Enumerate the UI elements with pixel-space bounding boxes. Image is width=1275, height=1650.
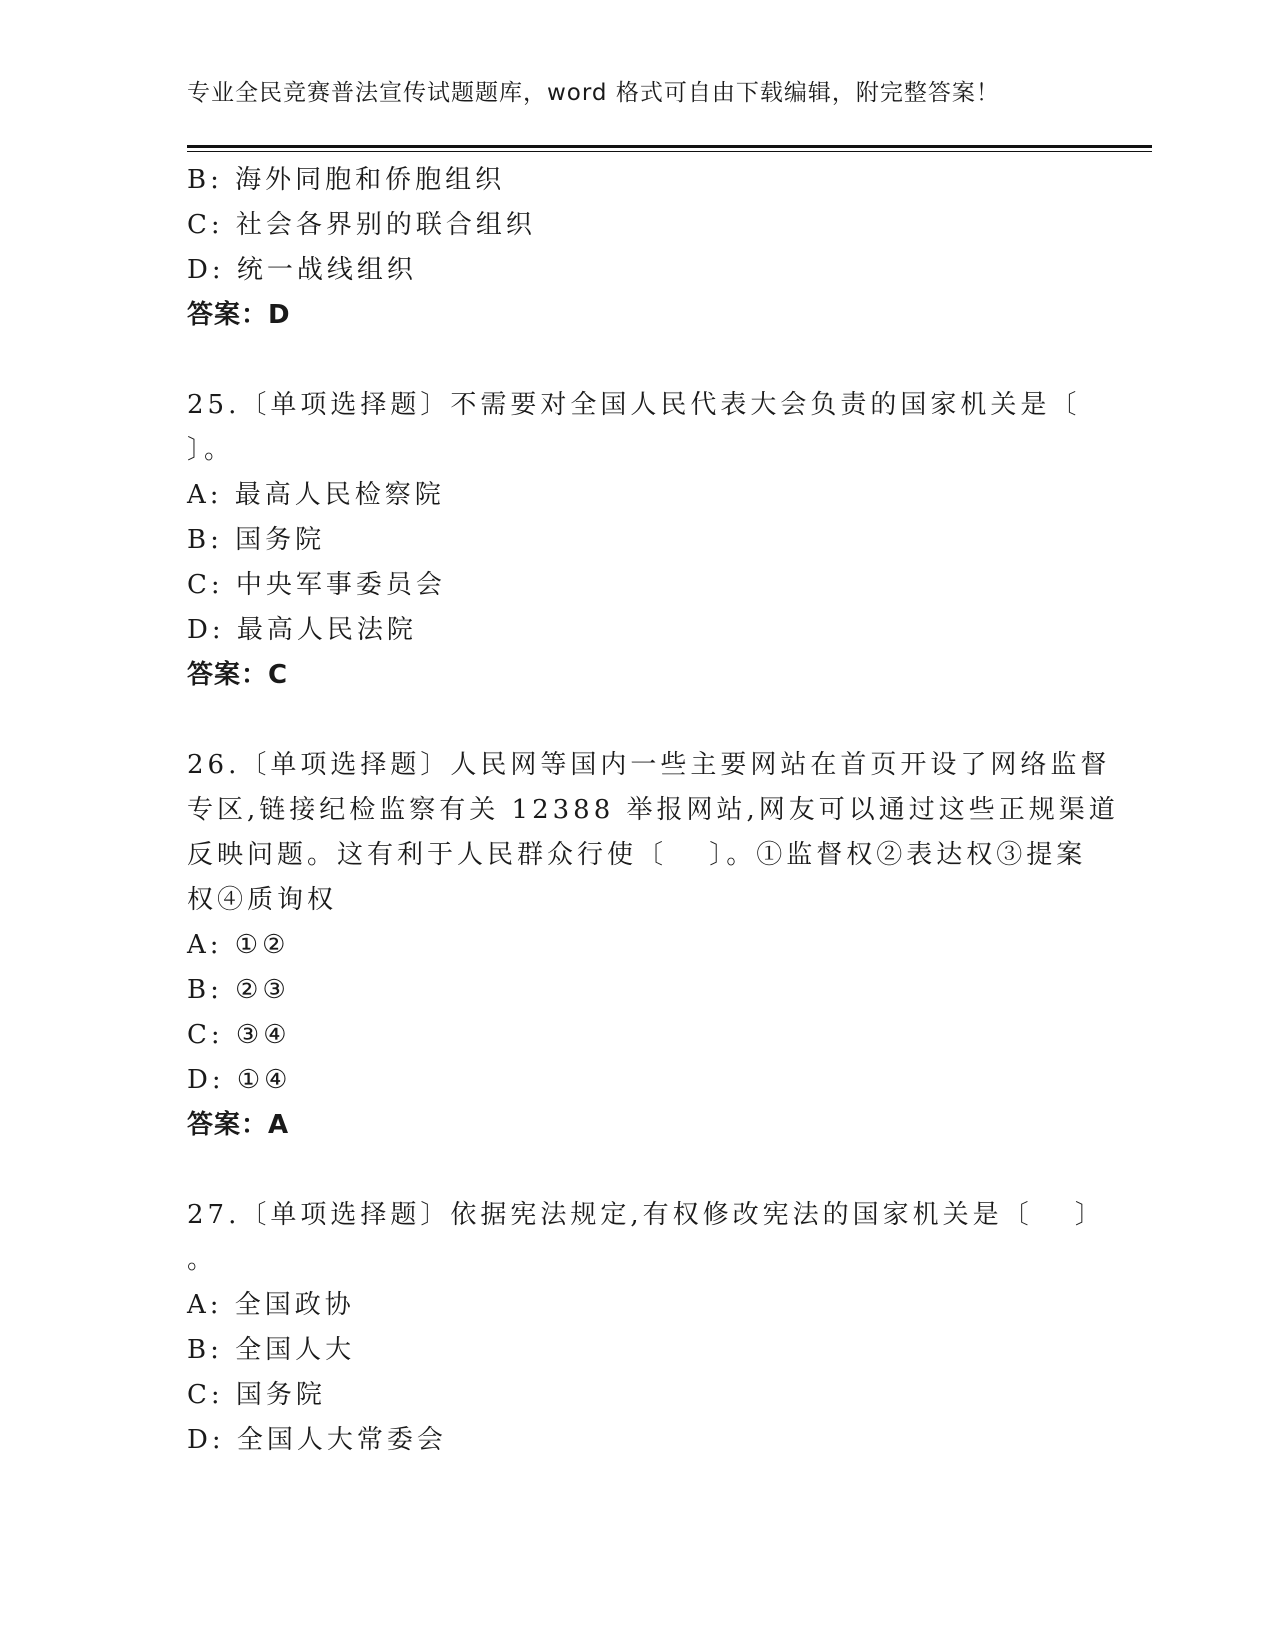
header-rule-thick xyxy=(187,145,1152,148)
page-header: 专业全民竞赛普法宣传试题题库，word 格式可自由下载编辑，附完整答案！ xyxy=(187,80,1000,106)
option-d: D: ①④ xyxy=(187,1065,292,1095)
question-stem-line: 权④质询权 xyxy=(187,885,338,915)
option-c: C: 中央军事委员会 xyxy=(187,570,446,600)
question-stem-line: 27.〔单项选择题〕依据宪法规定,有权修改宪法的国家机关是〔 〕 xyxy=(187,1200,1105,1230)
question-26 xyxy=(187,743,1119,1148)
question-stem-line: 专区,链接纪检监察有关 12388 举报网站,网友可以通过这些正规渠道 xyxy=(187,795,1119,825)
answer-line: 答案：A xyxy=(187,1110,290,1140)
option-b: B: 海外同胞和侨胞组织 xyxy=(187,165,506,195)
question-27 xyxy=(187,1193,1105,1463)
option-b: B: 国务院 xyxy=(187,525,326,555)
option-a: A: 最高人民检察院 xyxy=(187,480,445,510)
answer-line: 答案：C xyxy=(187,660,289,690)
question-stem-line: 〕。 xyxy=(187,435,235,465)
answer-line: 答案：D xyxy=(187,300,291,330)
option-c: C: 社会各界别的联合组织 xyxy=(187,210,536,240)
question-24-continuation xyxy=(187,158,1087,338)
option-b: B: 全国人大 xyxy=(187,1335,356,1365)
question-stem-line: 26.〔单项选择题〕人民网等国内一些主要网站在首页开设了网络监督 xyxy=(187,750,1111,780)
header-rule-thin xyxy=(187,151,1152,152)
option-c: C: 国务院 xyxy=(187,1380,326,1410)
option-a: A: ①② xyxy=(187,930,290,960)
question-stem-line: 反映问题。这有利于人民群众行使〔 〕。①监督权②表达权③提案 xyxy=(187,840,1087,870)
option-b: B: ②③ xyxy=(187,975,290,1005)
option-d: D: 统一战线组织 xyxy=(187,255,417,285)
question-stem-line: 25.〔单项选择题〕不需要对全国人民代表大会负责的国家机关是〔 xyxy=(187,390,1081,420)
option-a: A: 全国政协 xyxy=(187,1290,355,1320)
option-d: D: 全国人大常委会 xyxy=(187,1425,447,1455)
document-body xyxy=(187,158,1119,1463)
question-stem-line: 。 xyxy=(187,1245,218,1275)
question-25 xyxy=(187,383,1087,698)
option-c: C: ③④ xyxy=(187,1020,291,1050)
option-d: D: 最高人民法院 xyxy=(187,615,417,645)
